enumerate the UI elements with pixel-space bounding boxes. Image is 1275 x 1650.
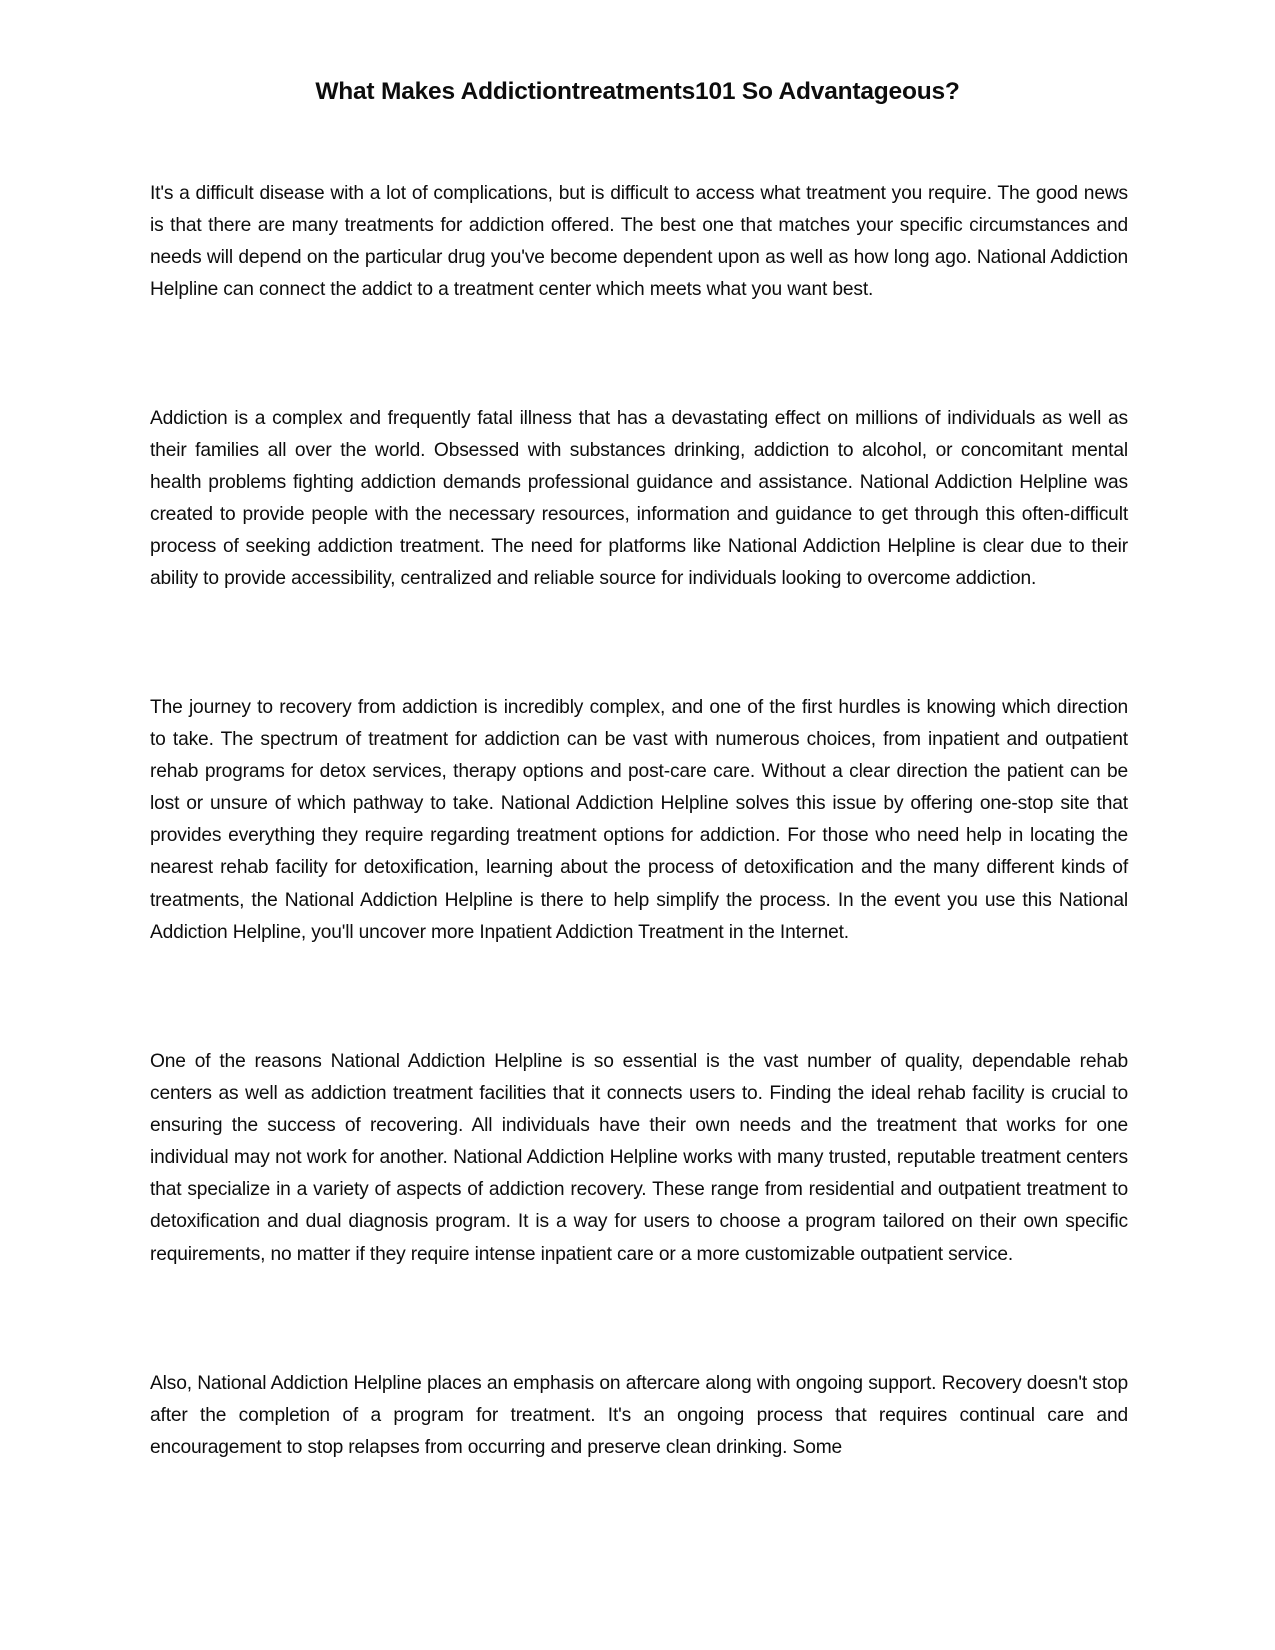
paragraph-recovery-journey: The journey to recovery from addiction is incredibly complex, and one of the first hurdles is knowing which direction to take. The spectrum of treatment for addiction can be vast with numerous choices, from inpatient and outpatient rehab programs for detox services, therapy options and post-care care. Without a clear direction the patient can be lost or unsure of which pathway to take. National Addiction Helpline solves this issue by offering one-stop site that provides everything they require regarding treatment options for addiction. For those who need help in locating the nearest rehab facility for detoxification, learning about the process of detoxification and the many different kinds of treatments, the National Addiction Helpline is there to help simplify the process. In the event you use this National Addiction Helpline, you'll uncover more Inpatient Addiction Treatment in the Internet. xyxy=(150,697,1128,943)
paragraph-aftercare: Also, National Addiction Helpline places an emphasis on aftercare along with ongoing support. Recovery doesn't stop after the completion of a program for treatment. It's an ongoing process that requires continual care and encouragement to stop relapses from occurring and preserve clean drinking. Some xyxy=(150,1373,1128,1459)
paragraph-addiction-overview: Addiction is a complex and frequently fatal illness that has a devastating effect on millions of individuals as well as their families all over the world. Obsessed with substances drinking, addiction to alcohol, or concomitant mental health problems fighting addiction demands professional guidance and assistance. National Addiction Helpline was created to provide people with the necessary resources, information and guidance to get through this often-difficult process of seeking addiction treatment. The need for platforms like National Addiction Helpline is clear due to their ability to provide accessibility, centralized and reliable source for individuals looking to overcome addiction. xyxy=(150,408,1128,590)
paragraph-rehab-centers: One of the reasons National Addiction Helpline is so essential is the vast number of quality, dependable rehab centers as well as addiction treatment facilities that it connects users to. Finding the ideal rehab facility is crucial to ensuring the success of recovering. All individuals have their own needs and the treatment that works for one individual may not work for another. National Addiction Helpline works with many trusted, reputable treatment centers that specialize in a variety of aspects of addiction recovery. These range from residential and outpatient treatment to detoxification and dual diagnosis program. It is a way for users to choose a program tailored on their own specific requirements, no matter if they require intense inpatient care or a more customizable outpatient service. xyxy=(150,1051,1128,1265)
paragraph-intro: It's a difficult disease with a lot of complications, but is difficult to access what treatment you require. The good news is that there are many treatments for addiction offered. The best one that matches your specific circumstances and needs will depend on the particular drug you've become dependent upon as well as how long ago. National Addiction Helpline can connect the addict to a treatment center which meets what you want best. xyxy=(150,183,1128,301)
document-title: What Makes Addictiontreatments101 So Advantageous? xyxy=(315,78,960,105)
